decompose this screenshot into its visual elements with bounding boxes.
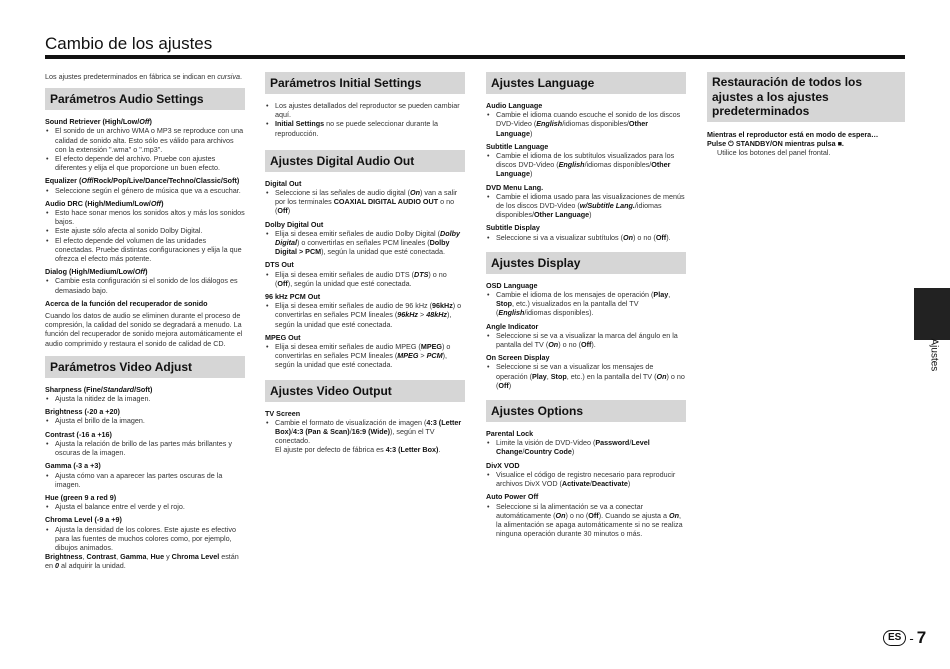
list-item: • Cambie el formato de visualización de imagen (4:3 (Letter Box)/4:3 (Pan & Scan)/16:9 (Wide)), según el TV conectado. — [265, 418, 465, 446]
list-item: • Ajusta la relación de brillo de las partes más brillantes y oscuras de la imagen. — [45, 439, 245, 457]
section-video-output: Ajustes Video Output — [265, 380, 465, 402]
list-item: • Elija si desea emitir señales de audio de 96 kHz (96kHz) o convertirlas en señales PCM lineales (96kHz > 48kHz), según la unidad que esté conectada. — [265, 301, 465, 329]
dialog-title: Dialog (High/Medium/Low/Off) — [45, 267, 148, 277]
list-item: • Seleccione según el género de música que va a escuchar. — [45, 186, 245, 195]
column-2 — [265, 72, 465, 455]
list-item: • Initial Settings no se puede seleccionar durante la reproducción. — [265, 119, 465, 137]
column-4 — [707, 72, 905, 157]
video-defaults-note: Brightness, Contrast, Gamma, Hue y Chroma Level están en 0 al adquirir la unidad. — [45, 552, 239, 571]
list-item: • Seleccione si las señales de audio digital (On) van a salir por los terminales COAXIAL DIGITAL AUDIO OUT o no (Off) — [265, 188, 465, 216]
list-item: • Ajusta el balance entre el verde y el rojo. — [45, 502, 245, 511]
page-separator: - — [909, 630, 914, 646]
dts-out-title: DTS Out — [265, 260, 294, 270]
list-item: • Seleccione si la alimentación se va a conectar automáticamente (On) o no (Off). Cuando se ajusta a On, la alimentación se apaga automáticamente si no se realiza ninguna operación durante 30 minutos o más. — [486, 502, 686, 539]
pcm-96khz-out-title: 96 kHz PCM Out — [265, 292, 321, 302]
list-item: • Elija si desea emitir señales de audio MPEG (MPEG) o convertirlas en señales PCM lineales (MPEG > PCM), según la unidad que esté conectada. — [265, 342, 465, 370]
dvd-menu-lang-title: DVD Menu Lang. — [486, 182, 544, 192]
list-item: • Limite la visión de DVD-Video (Password/Level Change/Country Code) — [486, 438, 686, 456]
list-item: • El sonido de un archivo WMA o MP3 se reproduce con una calidad de sonido alta. Esto sólo es válido para archivos con la extensión ".wma" o ".mp3". — [45, 126, 245, 154]
parental-lock-title: Parental Lock — [486, 429, 534, 439]
page-title: Cambio de los ajustes — [45, 34, 213, 53]
list-item: • Este ajuste sólo afecta al sonido Dolby Digital. — [45, 226, 245, 235]
list-item: • Cambie el idioma de los subtítulos visualizados para los discos DVD-Video (English/idiomas disponibles/Other Language) — [486, 151, 686, 179]
list-item: • Los ajustes detallados del reproductor se pueden cambiar aquí. — [265, 101, 465, 119]
dolby-digital-out-title: Dolby Digital Out — [265, 219, 324, 229]
list-item: • El efecto depende del volumen de las unidades conectadas. Pruebe distintas configuraciones y elija la que ofrezca el efecto más potente. — [45, 236, 245, 264]
gamma-title: Gamma (-3 a +3) — [45, 461, 101, 471]
page-footer — [883, 628, 926, 648]
section-initial-settings: Parámetros Initial Settings — [265, 72, 465, 94]
section-display: Ajustes Display — [486, 252, 686, 274]
divx-vod-title: DivX VOD — [486, 460, 520, 470]
subtitle-language-title: Subtitle Language — [486, 141, 549, 151]
sound-recovery-text: Cuando los datos de audio se eliminen durante el proceso de compresión, la calidad del sonido se degradará a menudo. La función del recuperador de sonido mejora automáticamente el audio comprimido y restaura el sonido de calidad de CD. — [45, 311, 243, 348]
list-item: • Ajusta el brillo de la imagen. — [45, 416, 245, 425]
brightness-title: Brightness (-20 a +20) — [45, 407, 120, 417]
tv-screen-note: El ajuste por defecto de fábrica es 4:3 (Letter Box). — [275, 445, 441, 455]
osd-language-title: OSD Language — [486, 280, 538, 290]
section-language: Ajustes Language — [486, 72, 686, 94]
list-item: • Ajusta cómo van a aparecer las partes oscuras de la imagen. — [45, 471, 245, 489]
column-1 — [45, 72, 245, 571]
audio-drc-title: Audio DRC (High/Medium/Low/Off) — [45, 198, 164, 208]
list-item: • Ajusta la densidad de los colores. Este ajuste es efectivo para las fuentes de muchos colores como, por ejemplo, dibujos animados. — [45, 525, 245, 553]
section-options: Ajustes Options — [486, 400, 686, 422]
list-item: • Visualice el código de registro necesario para reproducir archivos DivX VOD (Activate/Deactivate) — [486, 470, 686, 488]
auto-power-off-title: Auto Power Off — [486, 492, 539, 502]
restore-step-note: Utilice los botones del panel frontal. — [717, 147, 831, 157]
list-item: • Elija si desea emitir señales de audio Dolby Digital (Dolby Digital) o convertirlas en señales PCM lineales (Dolby Digital > PCM), según la unidad que esté conectada. — [265, 229, 465, 257]
sharpness-title: Sharpness (Fine/Standard/Soft) — [45, 384, 153, 394]
list-item: • El efecto depende del archivo. Pruebe con ajustes diferentes y elija el que proporcione un buen efecto. — [45, 154, 245, 172]
on-screen-display-title: On Screen Display — [486, 353, 550, 363]
language-badge: ES — [883, 630, 906, 646]
list-item: • Seleccione si va a visualizar subtítulos (On) o no (Off). — [486, 233, 686, 242]
section-video-adjust: Parámetros Video Adjust — [45, 356, 245, 378]
column-3 — [486, 72, 686, 538]
section-audio-settings: Parámetros Audio Settings — [45, 88, 245, 110]
side-tab-label: Ajustes — [928, 338, 940, 372]
list-item: • Cambie el idioma usado para las visualizaciones de menús de los discos DVD-Video (w/Subtitle Lang./idiomas disponibles/Other Language) — [486, 192, 686, 220]
list-item: • Cambie esta configuración si el sonido de los diálogos es demasiado bajo. — [45, 276, 245, 294]
intro-text: Los ajustes predeterminados en fábrica se indican en cursiva. — [45, 72, 242, 81]
digital-out-title: Digital Out — [265, 178, 302, 188]
list-item: • Ajusta la nitidez de la imagen. — [45, 394, 245, 403]
mpeg-out-title: MPEG Out — [265, 332, 301, 342]
subtitle-display-title: Subtitle Display — [486, 223, 540, 233]
equalizer-title: Equalizer (Off/Rock/Pop/Live/Dance/Techno/Classic/Soft) — [45, 176, 240, 186]
restore-step-1: Mientras el reproductor está en modo de espera… — [707, 129, 879, 139]
tv-screen-title: TV Screen — [265, 408, 301, 418]
audio-language-title: Audio Language — [486, 101, 543, 110]
contrast-title: Contrast (-16 a +16) — [45, 429, 112, 439]
list-item: • Elija si desea emitir señales de audio DTS (DTS) o no (Off), según la unidad que esté conectada. — [265, 270, 465, 288]
list-item: • Esto hace sonar menos los sonidos altos y más los sonidos bajos. — [45, 208, 245, 226]
list-item: • Cambie el idioma de los mensajes de operación (Play, Stop, etc.) visualizados en la pantalla del TV (English/idiomas disponibles). — [486, 290, 686, 318]
list-item: • Seleccione si se van a visualizar los mensajes de operación (Play, Stop, etc.) en la pantalla del TV (On) o no (Off) — [486, 362, 686, 390]
page-number: 7 — [916, 628, 927, 647]
sound-retriever-title: Sound Retriever (High/Low/Off) — [45, 117, 152, 127]
list-item: • Cambie el idioma cuando escuche el sonido de los discos DVD-Video (English/idiomas disponibles/Other Language) — [486, 110, 686, 138]
restore-step-2: Pulse ⏻ STANDBY/ON mientras pulsa ■. — [707, 138, 844, 148]
hue-title: Hue (green 9 a red 9) — [45, 492, 117, 502]
angle-indicator-title: Angle Indicator — [486, 321, 539, 331]
section-digital-audio-out: Ajustes Digital Audio Out — [265, 150, 465, 172]
section-restore-defaults: Restauración de todos los ajustes a los ajustes predeterminados — [707, 72, 905, 122]
sound-recovery-title: Acerca de la función del recuperador de sonido — [45, 298, 208, 308]
chroma-level-title: Chroma Level (-9 a +9) — [45, 515, 122, 525]
list-item: • Seleccione si se va a visualizar la marca del ángulo en la pantalla del TV (On) o no (Off). — [486, 331, 686, 349]
title-rule — [45, 55, 905, 59]
